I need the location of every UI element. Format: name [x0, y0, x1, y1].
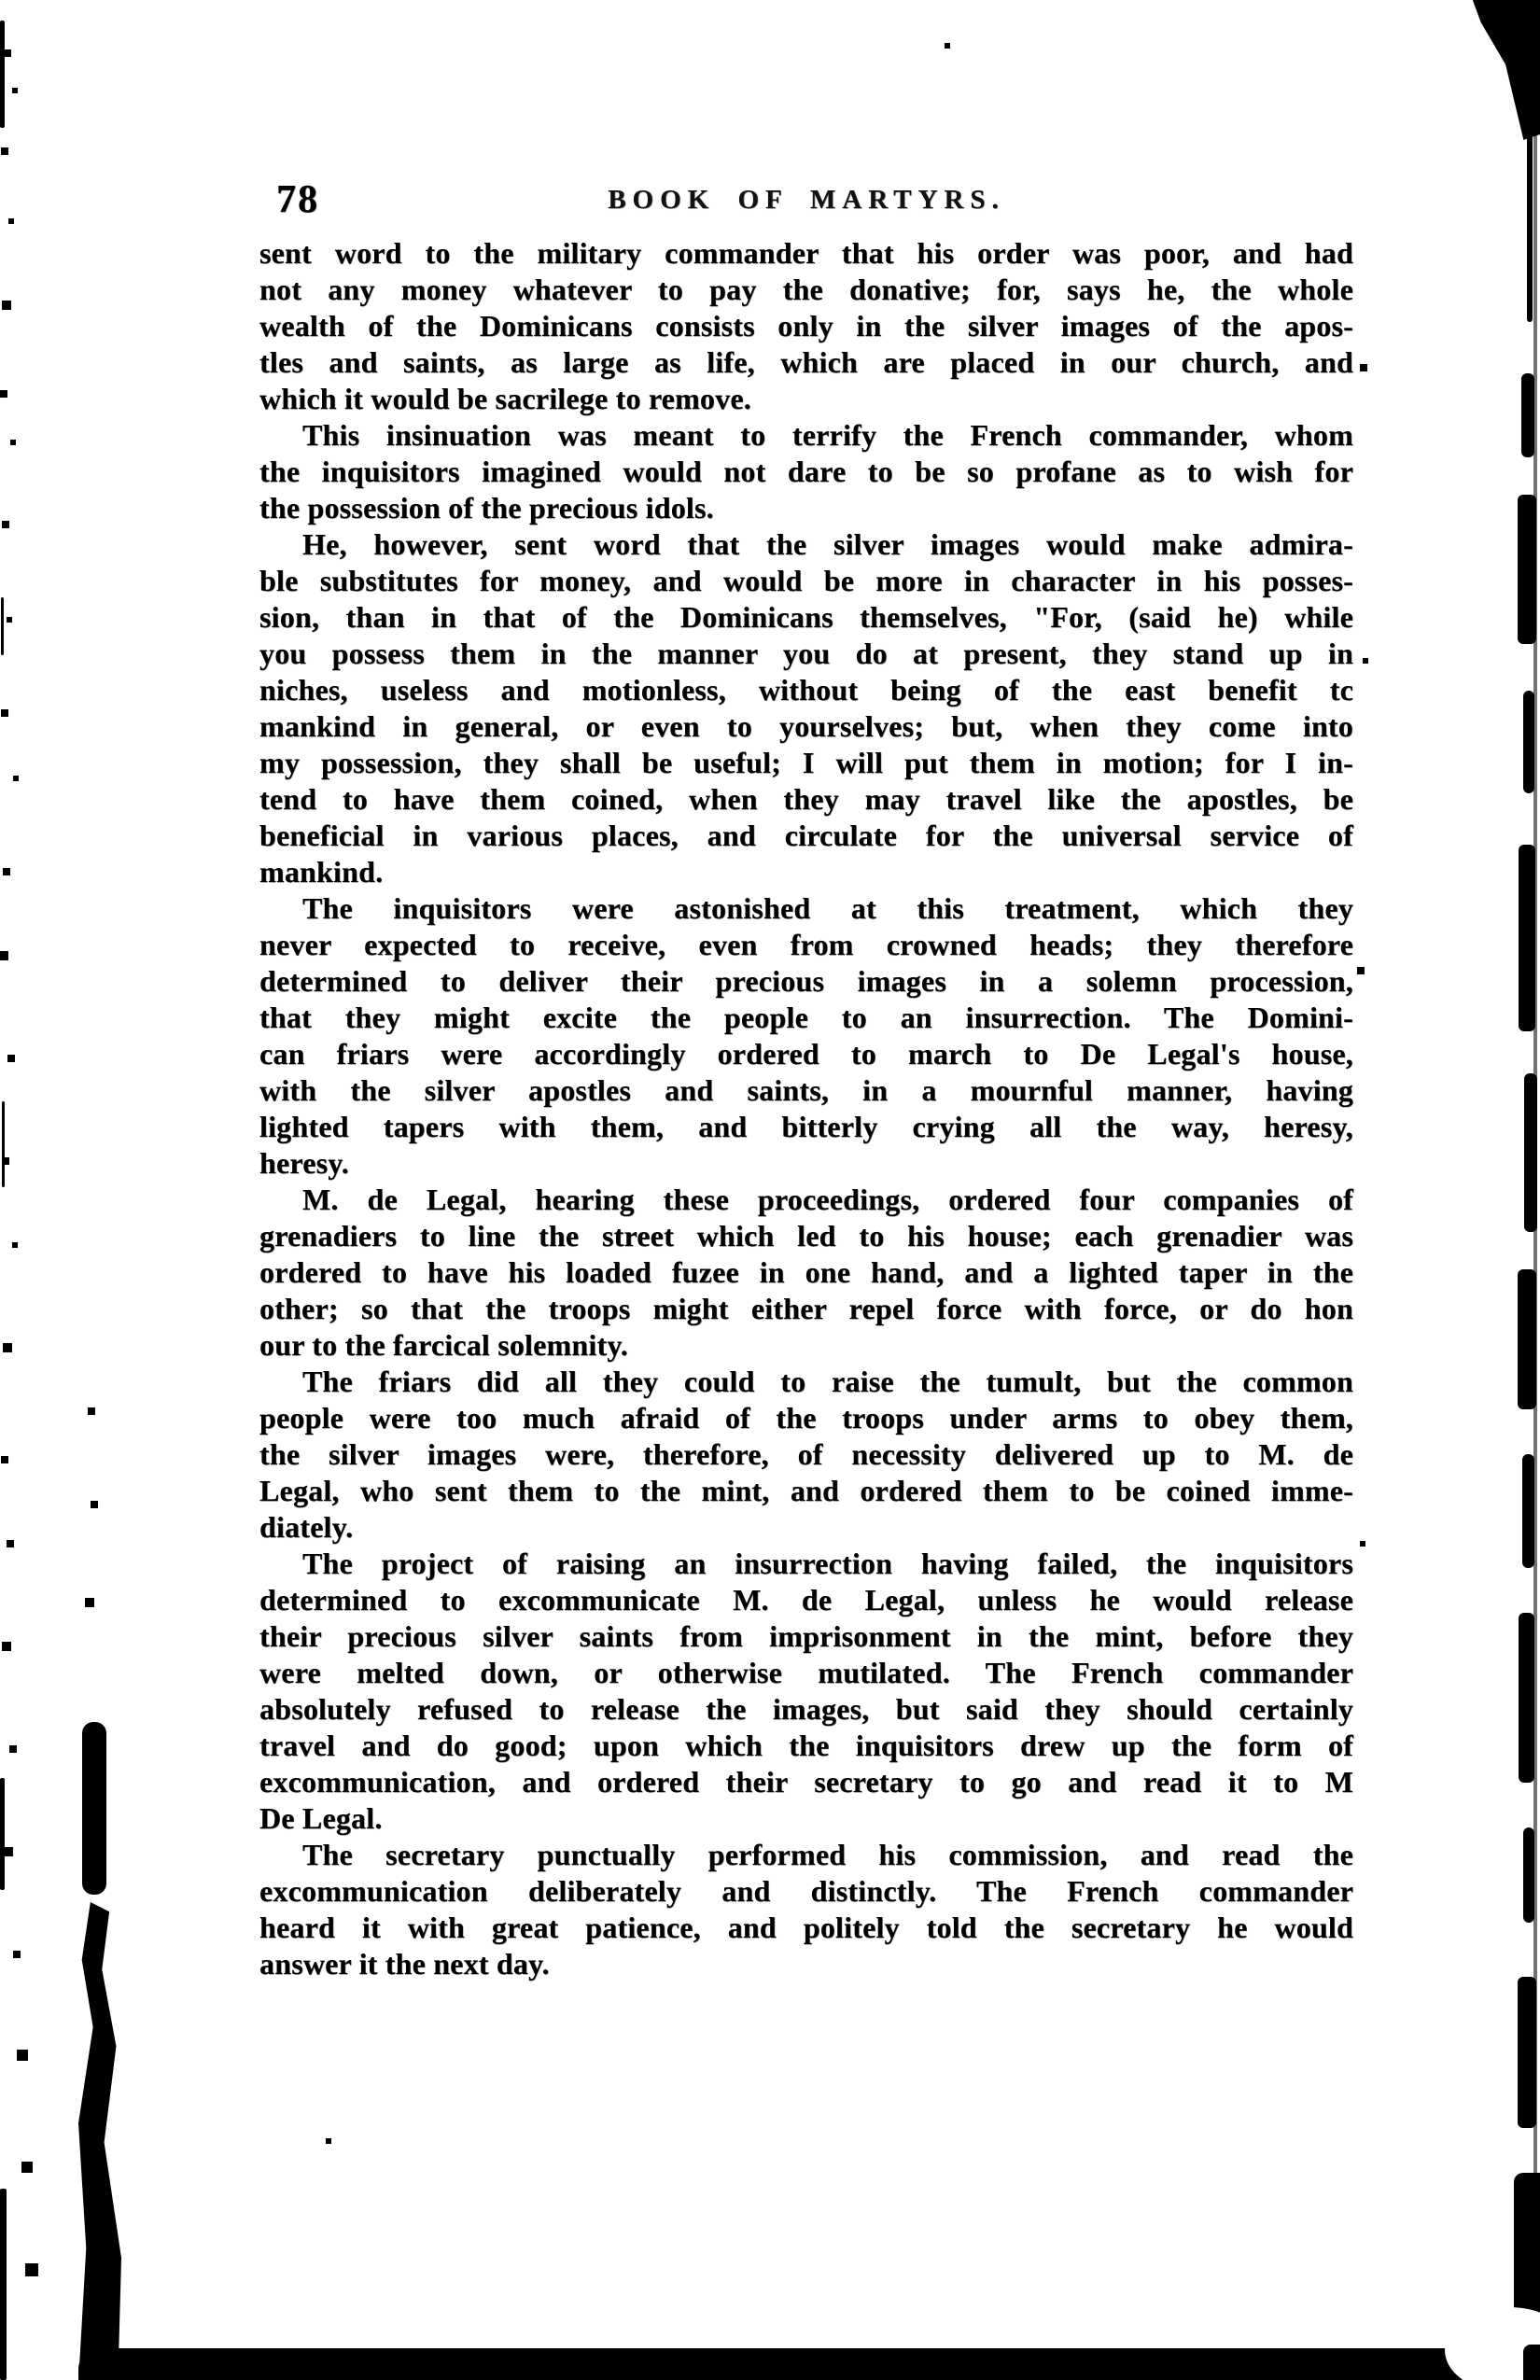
scan-right-edge-mark — [1521, 373, 1534, 457]
scan-edge-mark — [0, 1778, 5, 1890]
scan-edge-mark — [2, 1101, 5, 1187]
text-line: wealth of the Dominicans consists only in the silver images of the apos- — [259, 309, 1353, 343]
text-line: tend to have them coined, when they may travel like the apostles, be — [259, 782, 1353, 816]
scan-corner-blob — [1458, 0, 1540, 140]
text-line: that they might excite the people to an insurrection. The Domini- — [259, 1001, 1353, 1034]
text-line: lighted tapers with them, and bitterly crying all the way, heresy, — [259, 1110, 1353, 1143]
scan-corner-wedge — [1523, 2345, 1540, 2380]
text-line: our to the farcical solemnity. — [259, 1328, 628, 1362]
text-line: sion, than in that of the Dominicans themselves, "For, (said he) while — [259, 600, 1353, 634]
text-line: ble substitutes for money, and would be more in character in his posses- — [259, 564, 1353, 597]
text-line: beneficial in various places, and circulate for the universal service of — [259, 819, 1353, 852]
scan-edge-mark — [0, 2189, 7, 2380]
text-line: the possession of the precious idols. — [259, 491, 714, 525]
text-line: people were too much afraid of the troops under arms to obey them, — [259, 1401, 1353, 1435]
text-line: determined to excommunicate M. de Legal, unless he would release — [259, 1583, 1353, 1617]
text-line: Legal, who sent them to the mint, and ordered them to be coined imme- — [259, 1474, 1353, 1507]
text-line: niches, useless and motionless, without being of the east benefit tc — [259, 673, 1353, 707]
text-line: heresy. — [259, 1146, 349, 1180]
running-header-title: BOOK OF MARTYRS. — [608, 185, 1005, 215]
text-line: their precious silver saints from imprisonment in the mint, before they — [259, 1619, 1353, 1653]
text-line: The inquisitors were astonished at this treatment, which they — [302, 891, 1353, 925]
paragraph — [259, 1182, 1353, 1364]
scan-right-edge-line — [1533, 112, 1537, 2371]
text-line: you possess them in the manner you do at present, they stand up in — [259, 637, 1353, 670]
text-line: excommunication deliberately and distinctly. The French commander — [259, 1874, 1353, 1908]
text-line: The secretary punctually performed his commission, and read the — [302, 1838, 1353, 1871]
text-line: diately. — [259, 1510, 354, 1544]
paragraph — [259, 1837, 1353, 1982]
text-body — [259, 235, 1353, 1982]
paragraph — [259, 890, 1353, 1182]
text-line: were melted down, or otherwise mutilated. The French commander — [259, 1656, 1353, 1689]
paragraph — [259, 526, 1353, 890]
paragraph — [259, 1364, 1353, 1546]
text-line: which it would be sacrilege to remove. — [259, 382, 751, 415]
text-line: not any money whatever to pay the donative; for, says he, the whole — [259, 273, 1353, 306]
text-line: answer it the next day. — [259, 1947, 550, 1981]
text-line: He, however, sent word that the silver images would make admira- — [302, 527, 1353, 561]
text-line: mankind in general, or even to yourselves; but, when they come into — [259, 709, 1353, 743]
text-line: M. de Legal, hearing these proceedings, ordered four companies of — [302, 1183, 1353, 1216]
running-header-row — [259, 177, 1353, 235]
scan-edge-mark — [1, 597, 4, 655]
text-line: The project of raising an insurrection having failed, the inquisitors — [302, 1547, 1353, 1580]
text-line: travel and do good; upon which the inquisitors drew up the form of — [259, 1729, 1353, 1762]
text-line: other; so that the troops might either repel force with force, or do hon — [259, 1292, 1353, 1325]
paragraph — [259, 417, 1353, 526]
text-line: never expected to receive, even from crowned heads; they therefore — [259, 928, 1353, 961]
text-line: De Legal. — [259, 1801, 383, 1835]
paragraph — [259, 235, 1353, 417]
text-line: the silver images were, therefore, of necessity delivered up to M. de — [259, 1437, 1353, 1471]
text-line: This insinuation was meant to terrify the French commander, whom — [302, 418, 1353, 452]
text-line: the inquisitors imagined would not dare to be so profane as to wish for — [259, 455, 1353, 488]
scan-right-edge-mark — [1527, 126, 1533, 322]
text-line: determined to deliver their precious images in a solemn procession, — [259, 964, 1353, 998]
scan-gutter-blotch — [78, 1902, 121, 2380]
text-line: The friars did all they could to raise the tumult, but the common — [302, 1365, 1353, 1398]
text-line: excommunication, and ordered their secretary to go and read it to M — [259, 1765, 1353, 1799]
text-line: grenadiers to line the street which led to his house; each grenadier was — [259, 1219, 1353, 1253]
paragraph — [259, 1546, 1353, 1837]
text-line: heard it with great patience, and politely told the secretary he would — [259, 1911, 1353, 1944]
text-line: ordered to have his loaded fuzee in one hand, and a lighted taper in the — [259, 1255, 1353, 1289]
page-number: 78 — [276, 178, 319, 221]
scan-speckle-noise — [0, 0, 4, 4]
text-line: absolutely refused to release the images, but said they should certainly — [259, 1692, 1353, 1726]
text-block — [259, 177, 1353, 1982]
text-line: tles and saints, as large as life, which are placed in our church, and — [259, 345, 1353, 379]
text-line: my possession, they shall be useful; I will put them in motion; for I in- — [259, 746, 1353, 779]
scan-edge-mark — [0, 21, 5, 128]
scan-right-edge-mark — [1519, 1613, 1534, 1783]
text-line: with the silver apostles and saints, in a mournful manner, having — [259, 1073, 1353, 1107]
scan-gutter-blotch — [82, 1722, 106, 1895]
text-line: sent word to the military commander that his order was poor, and had — [259, 236, 1353, 270]
scan-bottom-band — [78, 2348, 1540, 2380]
text-line: mankind. — [259, 855, 384, 889]
text-line: can friars were accordingly ordered to march to De Legal's house, — [259, 1037, 1353, 1071]
